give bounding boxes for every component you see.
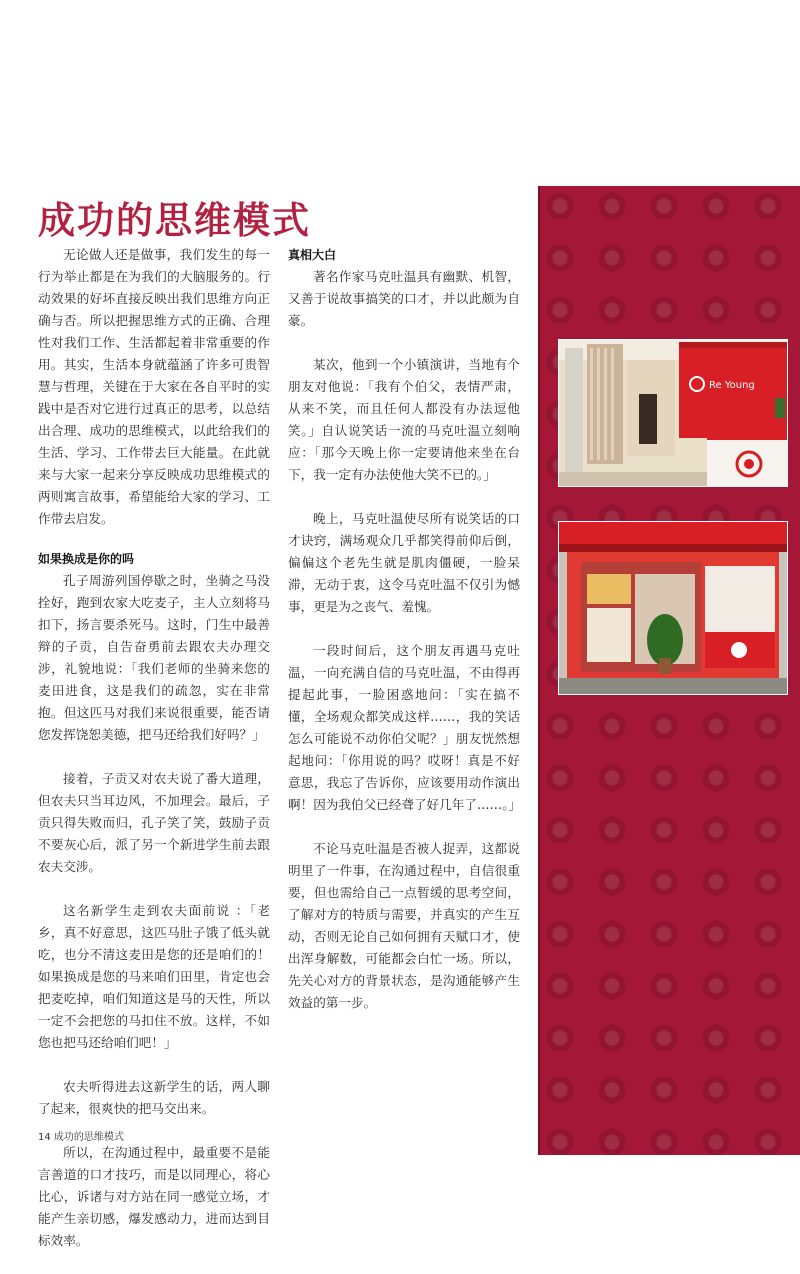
story-paragraph: 农夫听得进去这新学生的话，两人聊了起来，很爽快的把马交出来。 bbox=[38, 1079, 270, 1116]
story-paragraph: 一段时间后，这个朋友再遇马克吐温，一向充满自信的马克吐温，不由得再提起此事，一脸困惑地问：「实在搞不懂，全场观众都笑成这样……，我的笑话怎么可能说不动你伯父呢？」朋友恍然想起地问：「你用说的吗？哎呀！真是不好意思，我忘了告诉你，应该要用动作演出啊！因为我伯父已经聋了好几年了……。」 bbox=[288, 643, 521, 812]
story-paragraph: 孔子周游列国停歇之时，坐骑之马没拴好，跑到农家大吃麦子，主人立刻将马扣下，扬言要杀死马。这时，门生中最善辩的子贡，自告奋勇前去跟农夫办理交涉，礼貌地说：「我们老师的坐骑来您的麦田进食，这是我们的疏忽，实在非常抱。但这匹马对我们来说很重要，能否请您发挥饶恕美德，把马还给我们好吗？」 bbox=[38, 573, 270, 742]
intro-paragraph: 无论做人还是做事，我们发生的每一行为举止都是在为我们的大脑服务的。行动效果的好坏直接反映出我们思维方向正确与否。所以把握思维方式的正确、合理性对我们工作、生活都起着非常重要的作用。其实，生活本身就蕴涵了许多可贵智慧与哲理，关键在于大家在各自平时的实践中是否对它进行过真正的思考，以总结出合理、成功的思维模式，以此给我们的生活、学习、工作带去巨大能量。在此就来与大家一起来分享反映成功思维模式的两则寓言故事，希望能给大家的学习、工作带去启发。 bbox=[38, 247, 270, 526]
running-title: 成功的思维模式 bbox=[53, 1132, 124, 1143]
storefront-photo bbox=[558, 521, 788, 695]
page-number: 14 bbox=[38, 1132, 51, 1143]
page-footer bbox=[38, 1128, 124, 1143]
section-heading: 如果换成是你的吗 bbox=[38, 552, 135, 566]
story-paragraph: 著名作家马克吐温具有幽默、机智，又善于说故事搞笑的口才，并以此颇为自豪。 bbox=[288, 269, 520, 328]
story-paragraph: 某次，他到一个小镇演讲，当地有个朋友对他说：「我有个伯父，表情严肃，从来不笑，而且任何人都没有办法逗他笑。」自认说笑话一流的马克吐温立刻响应：「那今天晚上你一定要请他来坐在台下，我一定有办法使他大笑不已的。」 bbox=[288, 357, 520, 482]
page-title: 成功的思维模式 bbox=[38, 199, 311, 242]
store-sign-text: Re Young bbox=[709, 380, 755, 391]
story-paragraph: 所以，在沟通过程中，最重要不是能言善道的口才技巧，而是以同理心，将心比心，诉诸与对方站在同一感觉立场，才能产生亲切感，爆发感动力，进而达到目标效率。 bbox=[38, 1145, 270, 1248]
left-column bbox=[38, 244, 270, 1274]
story-paragraph: 晚上，马克吐温使尽所有说笑话的口才诀窍，满场观众几乎都笑得前仰后倒，偏偏这个老先生就是肌肉僵硬，一脸呆滞，无动于衷，这令马克吐温不仅引为憾事，更是为之丧气、羞愧。 bbox=[288, 511, 520, 614]
store-interior-photo bbox=[558, 339, 788, 487]
story-paragraph: 这名新学生走到农夫面前说 ：「老乡，真不好意思，这匹马肚子饿了低头就吃，也分不清这麦田是您的还是咱们的！如果换成是您的马来咱们田里，肯定也会把麦吃掉，咱们知道这是马的天性，所以一定不会把您的马扣住不放。这样，不如您也把马还给咱们吧！」 bbox=[38, 903, 270, 1050]
story-paragraph: 接着，子贡又对农夫说了番大道理，但农夫只当耳边风，不加理会。最后，子贡只得失败而归，孔子笑了笑，鼓励子贡不要灰心后，派了另一个新进学生前去跟农夫交涉。 bbox=[38, 771, 270, 874]
right-column bbox=[288, 244, 520, 1036]
section-heading: 真相大白 bbox=[288, 248, 337, 262]
story-paragraph: 不论马克吐温是否被人捉弄，这都说明里了一件事，在沟通过程中，自信很重要，但也需给自己一点暂缓的思考空间，了解对方的特质与需要，并真实的产生互动，否则无论自己如何拥有天赋口才，使出浑身解数，可能都会白忙一场。所以，先关心对方的背景状态，是沟通能够产生效益的第一步。 bbox=[288, 841, 520, 1010]
